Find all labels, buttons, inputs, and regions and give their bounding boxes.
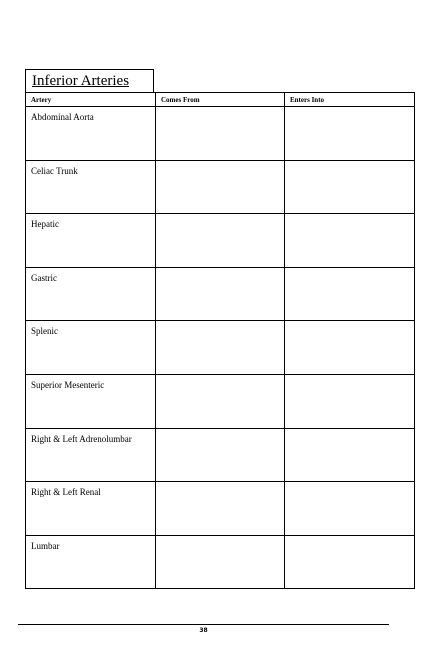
artery-name-cell: Superior Mesenteric — [26, 374, 156, 428]
comes-from-cell[interactable] — [156, 374, 285, 428]
artery-name-cell: Splenic — [26, 321, 156, 375]
comes-from-cell[interactable] — [156, 535, 285, 589]
enters-into-cell[interactable] — [285, 160, 415, 214]
arteries-table — [25, 92, 415, 589]
title-box — [25, 69, 154, 92]
artery-name-cell: Celiac Trunk — [26, 160, 156, 214]
comes-from-cell[interactable] — [156, 267, 285, 321]
enters-into-cell[interactable] — [285, 214, 415, 268]
column-header-comes-from: Comes From — [156, 93, 285, 107]
footer-divider — [18, 624, 389, 625]
table-row — [26, 482, 415, 536]
comes-from-cell[interactable] — [156, 160, 285, 214]
table-row — [26, 160, 415, 214]
table-row — [26, 267, 415, 321]
comes-from-cell[interactable] — [156, 107, 285, 161]
artery-name-cell: Gastric — [26, 267, 156, 321]
enters-into-cell[interactable] — [285, 321, 415, 375]
enters-into-cell[interactable] — [285, 267, 415, 321]
page-title: Inferior Arteries — [32, 73, 130, 89]
enters-into-cell[interactable] — [285, 535, 415, 589]
comes-from-cell[interactable] — [156, 482, 285, 536]
table-row — [26, 374, 415, 428]
page-number: 38 — [199, 627, 208, 634]
artery-name-cell: Right & Left Renal — [26, 482, 156, 536]
table-row — [26, 428, 415, 482]
enters-into-cell[interactable] — [285, 374, 415, 428]
table-header-row — [26, 93, 415, 107]
table-row — [26, 321, 415, 375]
enters-into-cell[interactable] — [285, 482, 415, 536]
artery-name-cell: Abdominal Aorta — [26, 107, 156, 161]
enters-into-cell[interactable] — [285, 107, 415, 161]
comes-from-cell[interactable] — [156, 428, 285, 482]
enters-into-cell[interactable] — [285, 428, 415, 482]
table-row — [26, 107, 415, 161]
comes-from-cell[interactable] — [156, 214, 285, 268]
artery-name-cell: Right & Left Adrenolumbar — [26, 428, 156, 482]
comes-from-cell[interactable] — [156, 321, 285, 375]
column-header-artery: Artery — [26, 93, 156, 107]
artery-name-cell: Lumbar — [26, 535, 156, 589]
artery-name-cell: Hepatic — [26, 214, 156, 268]
column-header-enters-into: Enters Into — [285, 93, 415, 107]
table-row — [26, 535, 415, 589]
table-row — [26, 214, 415, 268]
